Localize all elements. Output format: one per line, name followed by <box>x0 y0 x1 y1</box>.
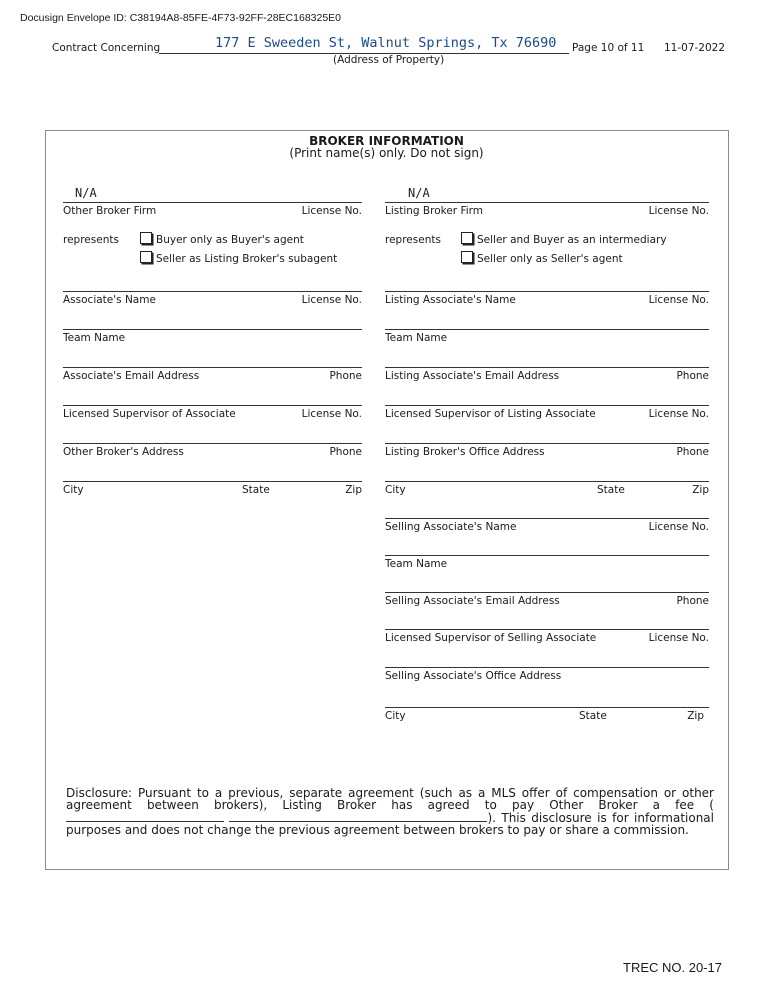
associate-supervisor-license-label: License No. <box>301 408 362 420</box>
selling-associate-email-label: Selling Associate's Email Address <box>385 595 560 607</box>
selling-associate-name-label: Selling Associate's Name <box>385 521 517 533</box>
listing-associate-email-label: Listing Associate's Email Address <box>385 370 560 382</box>
listing-associate-phone-label: Phone <box>676 370 709 382</box>
associate-license-label: License No. <box>301 294 362 306</box>
left-city-label: City <box>63 484 84 496</box>
other-broker-firm-label: Other Broker Firm <box>63 205 157 217</box>
other-broker-license-label: License No. <box>301 205 362 217</box>
contract-concerning-label: Contract Concerning <box>52 42 161 54</box>
other-broker-phone-label: Phone <box>329 446 362 458</box>
left-represents-label: represents <box>63 234 119 246</box>
right-city-label: City <box>385 484 406 496</box>
selling-office-address-label: Selling Associate's Office Address <box>385 670 562 682</box>
selling-associate-phone-label: Phone <box>676 595 709 607</box>
right-represents-label: represents <box>385 234 441 246</box>
listing-broker-firm-value[interactable]: N/A <box>408 186 430 200</box>
left-state-label: State <box>242 484 270 496</box>
listing-associate-license-label: License No. <box>648 294 709 306</box>
associate-phone-label: Phone <box>329 370 362 382</box>
disclosure-text-part2: ). This disclosure is for informational purposes and does not change the previous agreement between brokers to pay or share a commission. <box>66 811 714 837</box>
selling-supervisor-license-label: License No. <box>648 632 709 644</box>
envelope-id: Docusign Envelope ID: C38194A8-85FE-4F73-92FF-28EC168325E0 <box>20 12 342 24</box>
selling-team-name-label: Team Name <box>385 558 448 570</box>
buyer-agent-option: Buyer only as Buyer's agent <box>156 234 304 246</box>
right-team-name-label: Team Name <box>385 332 448 344</box>
seller-subagent-option: Seller as Listing Broker's subagent <box>156 253 338 265</box>
disclosure-paragraph <box>66 787 714 836</box>
left-zip-label: Zip <box>345 484 362 496</box>
left-team-name-label: Team Name <box>63 332 126 344</box>
intermediary-option: Seller and Buyer as an intermediary <box>477 234 667 246</box>
fee-blank-line-2[interactable] <box>229 811 487 822</box>
trec-form-number: TREC NO. 20-17 <box>623 960 722 975</box>
associate-email-label: Associate's Email Address <box>63 370 200 382</box>
section-subtitle: (Print name(s) only. Do not sign) <box>289 146 484 160</box>
selling-state-label: State <box>579 710 607 722</box>
buyer-agent-checkbox[interactable] <box>140 232 152 244</box>
listing-office-phone-label: Phone <box>676 446 709 458</box>
seller-agent-checkbox[interactable] <box>461 251 473 263</box>
address-caption: (Address of Property) <box>333 54 445 66</box>
listing-broker-firm-label: Listing Broker Firm <box>385 205 484 217</box>
selling-supervisor-label: Licensed Supervisor of Selling Associate <box>385 632 597 644</box>
fee-blank-line-1[interactable] <box>66 811 224 822</box>
property-address[interactable]: 177 E Sweeden St, Walnut Springs, Tx 76690 <box>215 35 557 51</box>
selling-zip-label: Zip <box>687 710 704 722</box>
disclosure-text-part1: Disclosure: Pursuant to a previous, separate agreement (such as a MLS offer of compensation or other agreement between brokers), Listing Broker has agreed to pay Other Broker a fee ( <box>66 786 714 812</box>
associate-supervisor-label: Licensed Supervisor of Associate <box>63 408 236 420</box>
intermediary-checkbox[interactable] <box>461 232 473 244</box>
page-number: Page 10 of 11 <box>572 42 645 54</box>
other-broker-address-label: Other Broker's Address <box>63 446 184 458</box>
other-broker-firm-value[interactable]: N/A <box>75 186 97 200</box>
listing-broker-license-label: License No. <box>648 205 709 217</box>
right-zip-label: Zip <box>692 484 709 496</box>
associate-name-label: Associate's Name <box>63 294 156 306</box>
right-state-label: State <box>597 484 625 496</box>
selling-associate-license-label: License No. <box>648 521 709 533</box>
listing-associate-name-label: Listing Associate's Name <box>385 294 516 306</box>
form-date-code: 11-07-2022 <box>664 42 726 54</box>
listing-office-address-label: Listing Broker's Office Address <box>385 446 545 458</box>
section-title: BROKER INFORMATION <box>309 134 464 148</box>
selling-city-label: City <box>385 710 406 722</box>
listing-supervisor-license-label: License No. <box>648 408 709 420</box>
seller-subagent-checkbox[interactable] <box>140 251 152 263</box>
listing-supervisor-label: Licensed Supervisor of Listing Associate <box>385 408 596 420</box>
seller-agent-option: Seller only as Seller's agent <box>477 253 623 265</box>
